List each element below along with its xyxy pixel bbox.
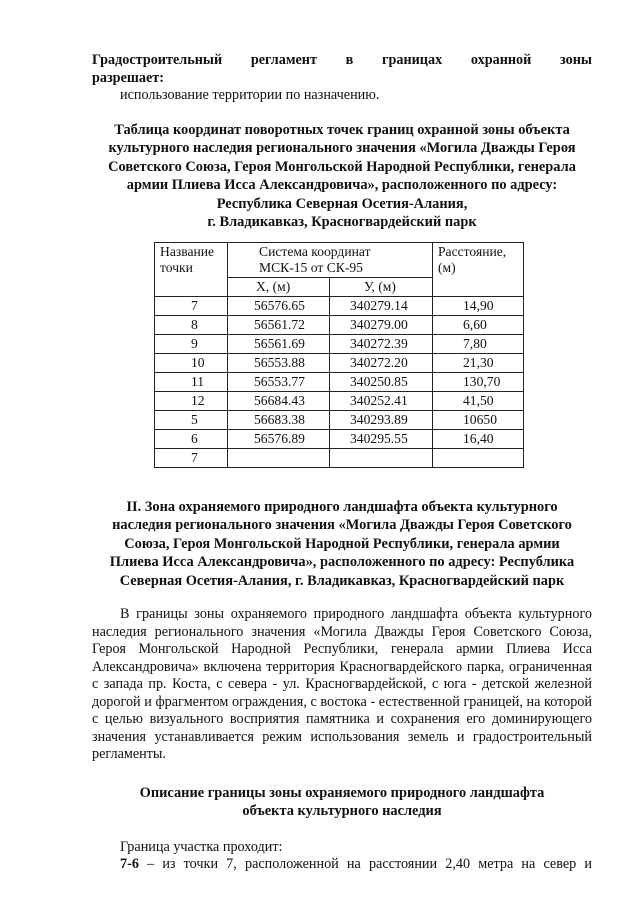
- cell-x: 56553.77: [228, 372, 330, 391]
- cell-distance: 7,80: [433, 334, 524, 353]
- cell-x: 56576.89: [228, 429, 330, 448]
- cell-distance: 130,70: [433, 372, 524, 391]
- section2-title-line: Союза, Героя Монгольской Народной Республики, генерала армии: [124, 535, 560, 552]
- table-row: [155, 296, 524, 315]
- section2-title-line: наследия регионального значения «Могила Дважды Героя Советского: [112, 517, 572, 533]
- cell-point: 9: [155, 334, 228, 353]
- cell-x: 56576.65: [228, 296, 330, 315]
- table-body: [155, 296, 524, 467]
- boundary-text: – из точки 7, расположенной на расстоянии 2,40 метра на север и: [138, 856, 592, 872]
- section2-paragraph: В границы зоны охраняемого природного ландшафта объекта культурного наследия регионального значения «Могила Дважды Героя Советского Союза, Героя Монгольской Народной Республики, генерала армии Плиева Исса Александровича» включена территория Красногвардейского парка, ограниченная с запада пр. Коста, с севера - ул. Красногвардейской, с юга - детской железной дорогой и фрагментом ограждения, с востока - естественной границей, на которой с целью визуального восприятия памятника и сохранения его доминирующего значения устанавливается режим использования земель и градостроительный регламенты.: [92, 606, 592, 762]
- cell-point: 6: [155, 429, 228, 448]
- cell-distance: 14,90: [433, 296, 524, 315]
- cell-y: 340279.14: [330, 296, 433, 315]
- table-row: [155, 334, 524, 353]
- section2-title-line: Северная Осетия-Алания, г. Владикавказ, Красногвардейский парк: [119, 572, 565, 589]
- table-title-line: г. Владикавказ, Красногвардейский парк: [207, 214, 477, 230]
- section2-title: [92, 498, 592, 591]
- section2-title-line: II. Зона охраняемого природного ландшафта объекта культурного: [126, 498, 558, 515]
- cell-x: 56684.43: [228, 391, 330, 410]
- description-title-line: Описание границы зоны охраняемого природного ландшафта: [139, 784, 545, 801]
- cell-y: 340250.85: [330, 372, 433, 391]
- cell-distance: 41,50: [433, 391, 524, 410]
- cell-point: 11: [155, 372, 228, 391]
- cell-x: 56553.88: [228, 353, 330, 372]
- cell-distance: 16,40: [433, 429, 524, 448]
- section2-title-line: Плиева Исса Александровича», расположенного по адресу: Республика: [109, 554, 575, 570]
- table-row: [155, 448, 524, 467]
- cell-point: 5: [155, 410, 228, 429]
- coordinates-table: [154, 242, 524, 468]
- cell-point: 10: [155, 353, 228, 372]
- table-row: [155, 410, 524, 429]
- cell-y: 340272.20: [330, 353, 433, 372]
- cell-y: 340252.41: [330, 391, 433, 410]
- table-row: [155, 315, 524, 334]
- regulation-block: [92, 52, 592, 105]
- header-point: Название точки: [155, 242, 228, 296]
- header-system-line: МСК-15 от СК-95: [259, 259, 363, 275]
- boundary-segment: 7-6: [120, 856, 139, 872]
- cell-y: 340279.00: [330, 315, 433, 334]
- cell-point: 7: [155, 296, 228, 315]
- regulation-permits: разрешает:: [92, 69, 164, 86]
- table-title: [92, 121, 592, 232]
- cell-y: 340272.39: [330, 334, 433, 353]
- table-title-line: армии Плиева Исса Александровича», расположенного по адресу:: [126, 177, 558, 193]
- description-title-line: объекта культурного наследия: [242, 803, 442, 819]
- boundary-line: [92, 856, 592, 874]
- header-system-line: Система координат: [259, 243, 371, 259]
- cell-distance: 10650: [433, 410, 524, 429]
- cell-distance: 6,60: [433, 315, 524, 334]
- header-system: [228, 242, 433, 277]
- table-row: [155, 391, 524, 410]
- table-row: [155, 429, 524, 448]
- cell-x: 56683.38: [228, 410, 330, 429]
- header-y: У, (м): [330, 277, 433, 296]
- cell-point: 7: [155, 448, 228, 467]
- description-title: [92, 784, 592, 821]
- cell-y: 340295.55: [330, 429, 433, 448]
- regulation-line: Градостроительный регламент в границах охранной зоны: [92, 52, 592, 68]
- cell-y: [330, 448, 433, 467]
- cell-y: 340293.89: [330, 410, 433, 429]
- table-row: [155, 353, 524, 372]
- document-page: [92, 52, 592, 874]
- cell-x: [228, 448, 330, 467]
- table-title-line: культурного наследия регионального значения «Могила Дважды Героя: [108, 140, 576, 156]
- header-x: X, (м): [228, 277, 330, 296]
- cell-distance: 21,30: [433, 353, 524, 372]
- boundary-intro: Граница участка проходит:: [120, 838, 283, 855]
- header-distance: Расстояние, (м): [433, 242, 524, 296]
- cell-point: 8: [155, 315, 228, 334]
- table-row: [155, 372, 524, 391]
- cell-distance: [433, 448, 524, 467]
- cell-x: 56561.69: [228, 334, 330, 353]
- regulation-usage: использование территории по назначению.: [120, 87, 380, 103]
- cell-point: 12: [155, 391, 228, 410]
- table-title-line: Таблица координат поворотных точек границ охранной зоны объекта: [114, 121, 570, 138]
- table-title-line: Республика Северная Осетия-Алания,: [216, 195, 468, 212]
- table-header-row: [155, 242, 524, 277]
- cell-x: 56561.72: [228, 315, 330, 334]
- table-title-line: Советского Союза, Героя Монгольской Народной Республики, генерала: [108, 158, 576, 175]
